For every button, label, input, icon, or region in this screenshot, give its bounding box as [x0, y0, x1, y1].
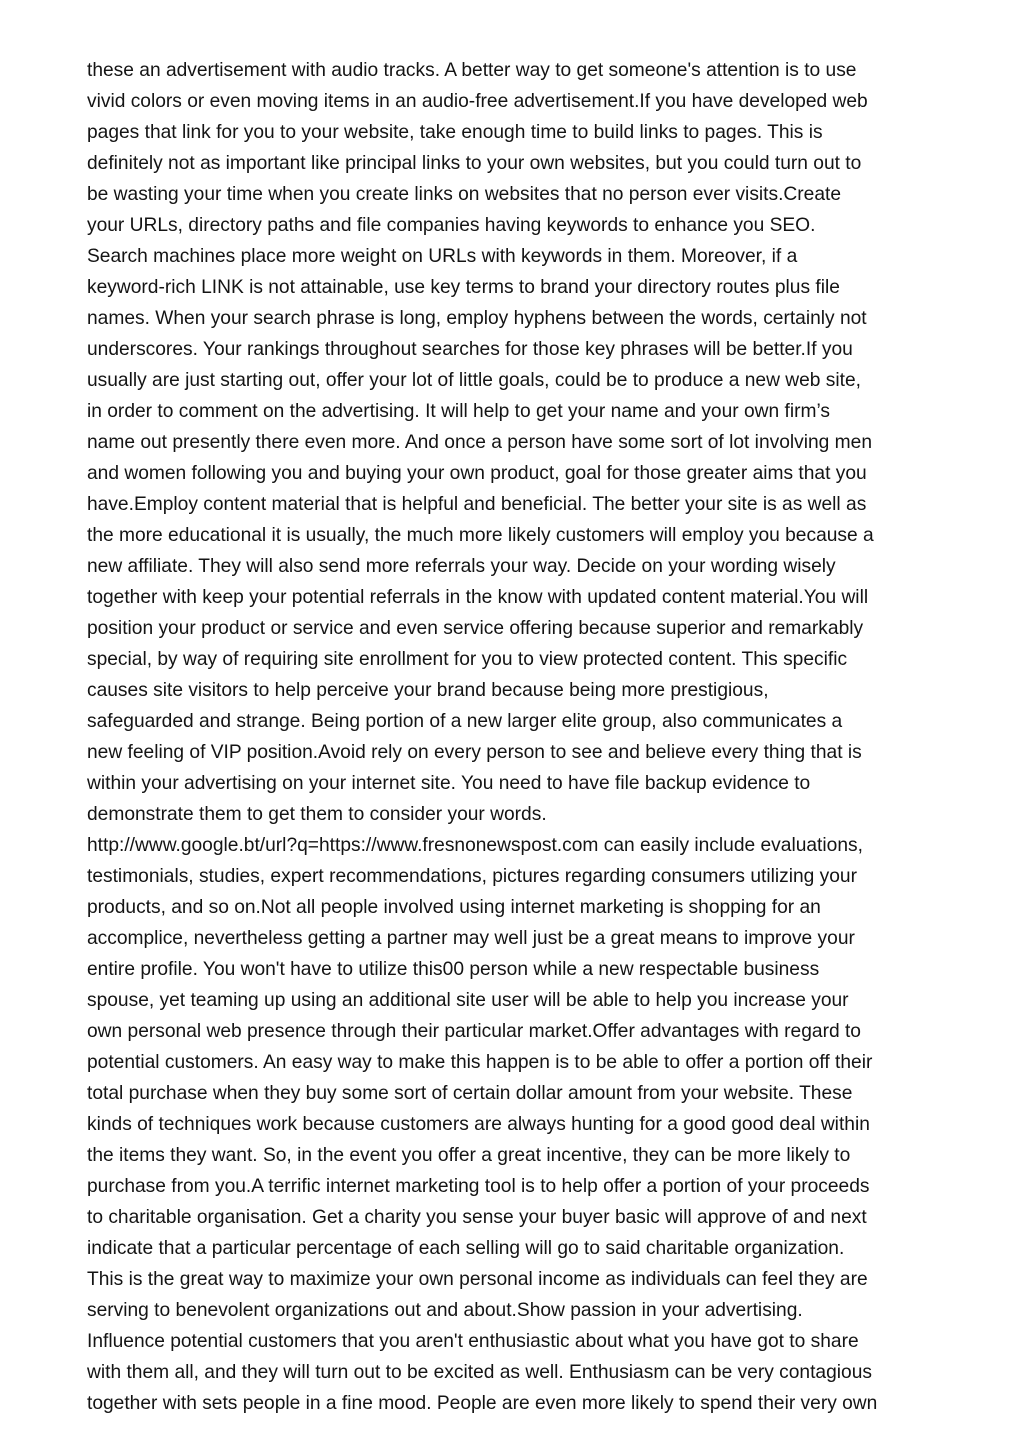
text-line: keyword-rich LINK is not attainable, use key terms to brand your directory routes plus file	[87, 277, 840, 298]
text-line: entire profile. You won't have to utilize this00 person while a new respectable business	[87, 959, 820, 980]
text-line: together with keep your potential referrals in the know with updated content material.You will	[87, 587, 869, 608]
text-line: causes site visitors to help perceive your brand because being more prestigious,	[87, 680, 769, 701]
text-line: pages that link for you to your website, take enough time to build links to pages. This is	[87, 122, 823, 143]
text-line: kinds of techniques work because customers are always hunting for a good good deal within	[87, 1114, 870, 1135]
text-line: be wasting your time when you create links on websites that no person ever visits.Create	[87, 184, 842, 205]
text-line: these an advertisement with audio tracks. A better way to get someone's attention is to use	[87, 60, 857, 81]
text-line: spouse, yet teaming up using an additional site user will be able to help you increase your	[87, 990, 849, 1011]
text-line: Influence potential customers that you aren't enthusiastic about what you have got to share	[87, 1331, 859, 1352]
text-line: accomplice, nevertheless getting a partner may well just be a great means to improve your	[87, 928, 855, 949]
text-line: your URLs, directory paths and file companies having keywords to enhance you SEO.	[87, 215, 816, 236]
text-line: demonstrate them to get them to consider your words.	[87, 804, 547, 825]
text-line: safeguarded and strange. Being portion of a new larger elite group, also communicates a	[87, 711, 843, 732]
text-line: to charitable organisation. Get a charity you sense your buyer basic will approve of and next	[87, 1207, 867, 1228]
text-line: products, and so on.Not all people involved using internet marketing is shopping for an	[87, 897, 821, 918]
text-line: indicate that a particular percentage of each selling will go to said charitable organization.	[87, 1238, 845, 1259]
text-line: name out presently there even more. And once a person have some sort of lot involving men	[87, 432, 873, 453]
text-line: testimonials, studies, expert recommendations, pictures regarding consumers utilizing your	[87, 866, 857, 887]
text-line: names. When your search phrase is long, employ hyphens between the words, certainly not	[87, 308, 867, 329]
text-line: new feeling of VIP position.Avoid rely on every person to see and believe every thing that is	[87, 742, 862, 763]
text-line: new affiliate. They will also send more referrals your way. Decide on your wording wisely	[87, 556, 836, 577]
text-line: serving to benevolent organizations out and about.Show passion in your advertising.	[87, 1300, 803, 1321]
text-line: together with sets people in a fine mood. People are even more likely to spend their very own	[87, 1393, 878, 1414]
text-line: definitely not as important like principal links to your own websites, but you could turn out to	[87, 153, 862, 174]
text-line: underscores. Your rankings throughout searches for those key phrases will be better.If you	[87, 339, 853, 360]
text-line: vivid colors or even moving items in an audio-free advertisement.If you have developed web	[87, 91, 868, 112]
text-line: the items they want. So, in the event you offer a great incentive, they can be more likely to	[87, 1145, 851, 1166]
text-line: special, by way of requiring site enrollment for you to view protected content. This specific	[87, 649, 848, 670]
text-line: with them all, and they will turn out to be excited as well. Enthusiasm can be very contagious	[87, 1362, 872, 1383]
text-line: total purchase when they buy some sort of certain dollar amount from your website. These	[87, 1083, 853, 1104]
url-text-line: http://www.google.bt/url?q=https://www.fresnonewspost.com can easily include evaluations,	[87, 835, 863, 856]
document-body	[87, 55, 947, 1419]
text-line: Search machines place more weight on URLs with keywords in them. Moreover, if a	[87, 246, 798, 267]
text-line: purchase from you.A terrific internet marketing tool is to help offer a portion of your proceeds	[87, 1176, 870, 1197]
text-line: and women following you and buying your own product, goal for those greater aims that you	[87, 463, 867, 484]
text-line: in order to comment on the advertising. It will help to get your name and your own firm’s	[87, 401, 830, 422]
text-line: potential customers. An easy way to make this happen is to be able to offer a portion off their	[87, 1052, 873, 1073]
text-line: have.Employ content material that is helpful and beneficial. The better your site is as well as	[87, 494, 867, 515]
text-line: the more educational it is usually, the much more likely customers will employ you because a	[87, 525, 874, 546]
text-line: within your advertising on your internet site. You need to have file backup evidence to	[87, 773, 811, 794]
text-line: This is the great way to maximize your own personal income as individuals can feel they are	[87, 1269, 868, 1290]
text-line: usually are just starting out, offer your lot of little goals, could be to produce a new web site,	[87, 370, 861, 391]
text-line: own personal web presence through their particular market.Offer advantages with regard to	[87, 1021, 861, 1042]
text-line: position your product or service and even service offering because superior and remarkably	[87, 618, 864, 639]
